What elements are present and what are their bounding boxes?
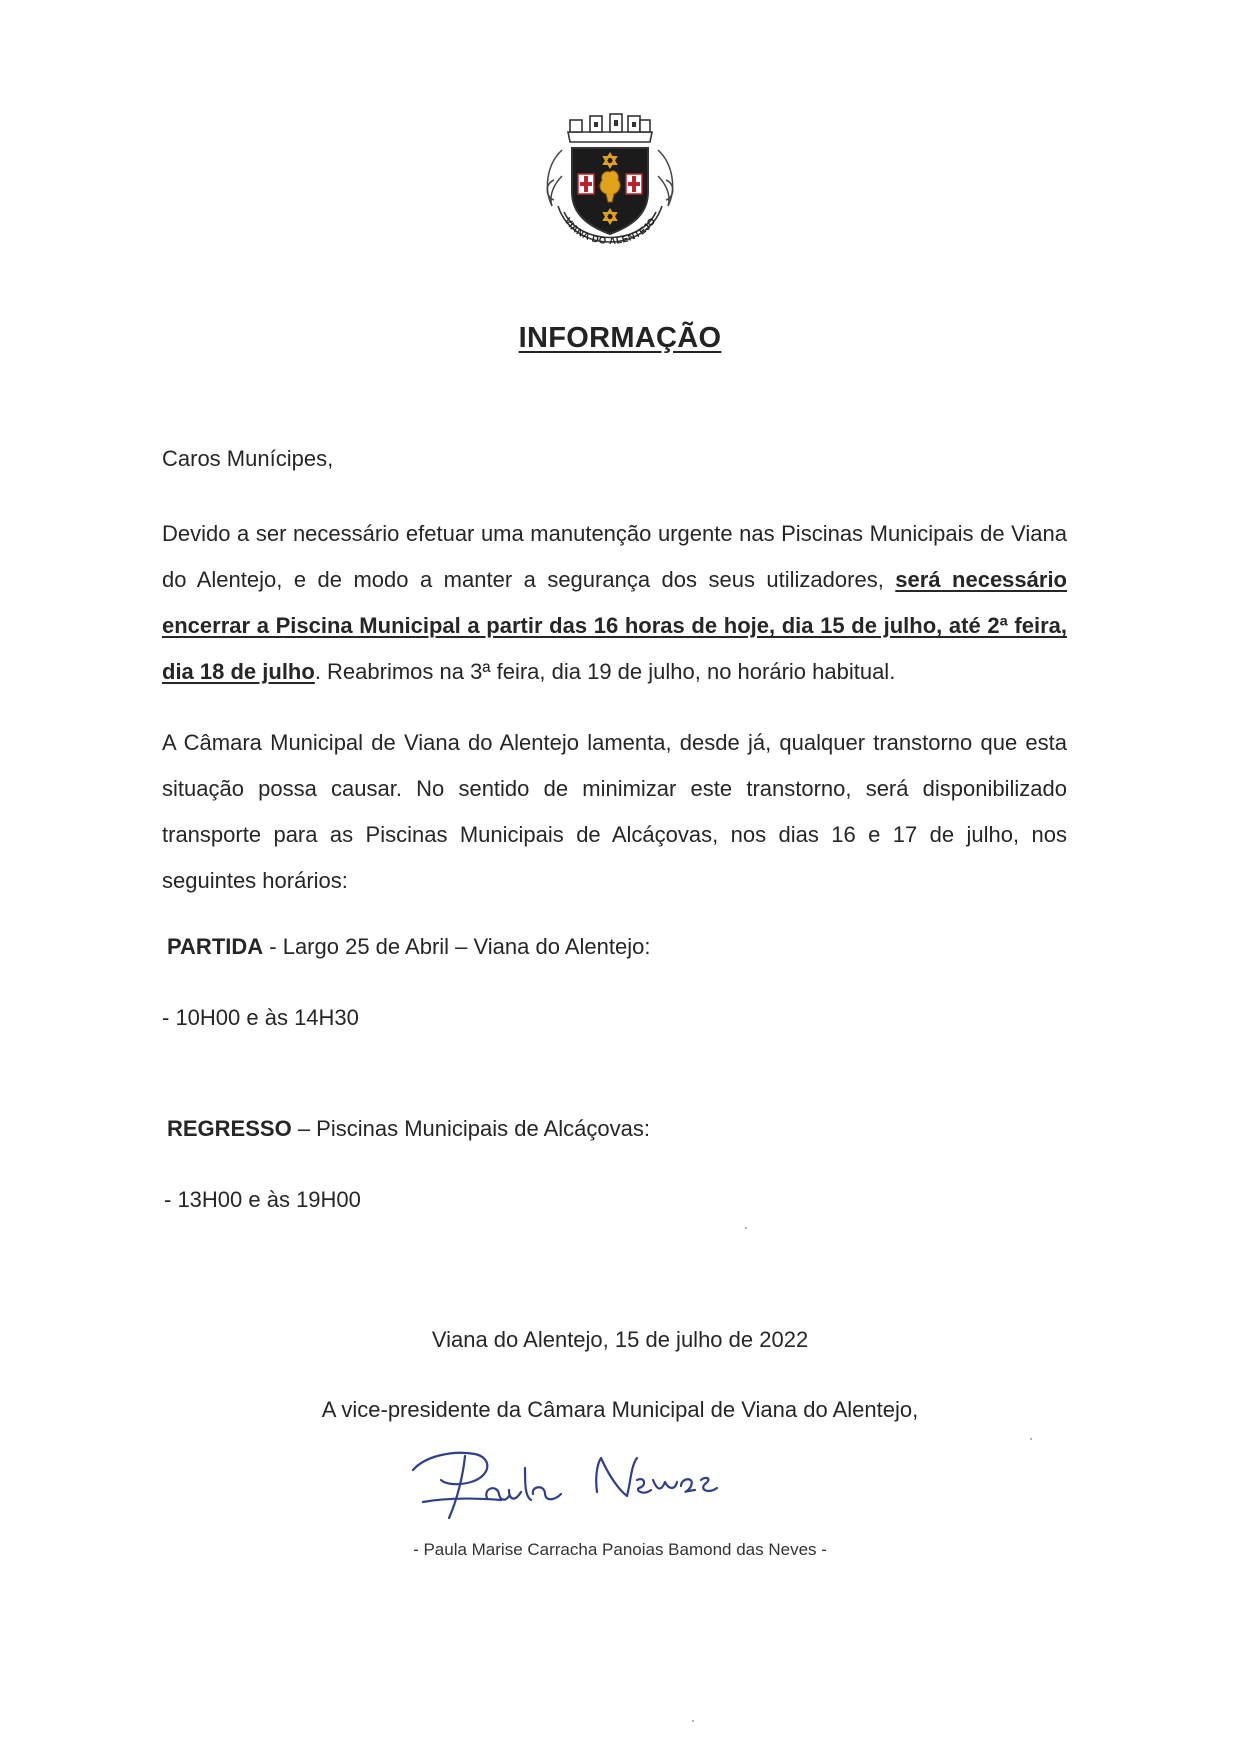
handwritten-signature <box>405 1440 765 1530</box>
paragraph-text: . Reabrimos na 3ª feira, dia 19 de julho, no horário habitual. <box>314 659 896 684</box>
greeting: Caros Munícipes, <box>162 446 334 471</box>
departure-heading <box>167 934 650 960</box>
departure-location: - Largo 25 de Abril – Viana do Alentejo: <box>263 934 651 959</box>
return-location: – Piscinas Municipais de Alcáçovas: <box>291 1116 650 1141</box>
scan-speck <box>745 1227 747 1229</box>
signatory-name: - Paula Marise Carracha Panoias Bamond das Neves - <box>413 1540 827 1559</box>
paragraph-text: Devido a ser necessário efetuar uma manutenção urgente nas Piscinas Municipais de Viana do Alentejo, e de modo a manter a segurança dos seus utilizadores, <box>162 521 1067 592</box>
page-title: INFORMAÇÃO <box>518 322 722 354</box>
date-line: Viana do Alentejo, 15 de julho de 2022 <box>431 1327 809 1352</box>
svg-text:VIANA DO ALENTEJO: VIANA DO ALENTEJO <box>561 215 659 248</box>
return-label: REGRESSO <box>167 1116 292 1141</box>
paragraph-transport-notice: A Câmara Municipal de Viana do Alentejo lamenta, desde já, qualquer transtorno que esta situação possa causar. No sentido de minimizar este transtorno, será disponibilizado transporte para as Piscinas Municipais de Alcáçovas, nos dias 16 e 17 de julho, nos seguintes horários: <box>162 730 1067 893</box>
scan-speck <box>1030 1438 1032 1440</box>
closure-highlight: será necessário encerrar a Piscina Municipal a partir das 16 horas de hoje, dia 15 de julho, até 2ª feira, dia 18 de julho <box>162 567 1067 684</box>
departure-label: PARTIDA <box>167 934 264 959</box>
return-heading <box>167 1116 650 1142</box>
scan-speck <box>692 1720 694 1722</box>
paragraph-closure-notice <box>162 511 1067 695</box>
return-times: - 13H00 e às 19H00 <box>164 1187 361 1212</box>
signatory-role: A vice-presidente da Câmara Municipal de Viana do Alentejo, <box>321 1397 919 1422</box>
municipal-crest-logo <box>540 110 680 260</box>
departure-times: - 10H00 e às 14H30 <box>162 1005 359 1030</box>
